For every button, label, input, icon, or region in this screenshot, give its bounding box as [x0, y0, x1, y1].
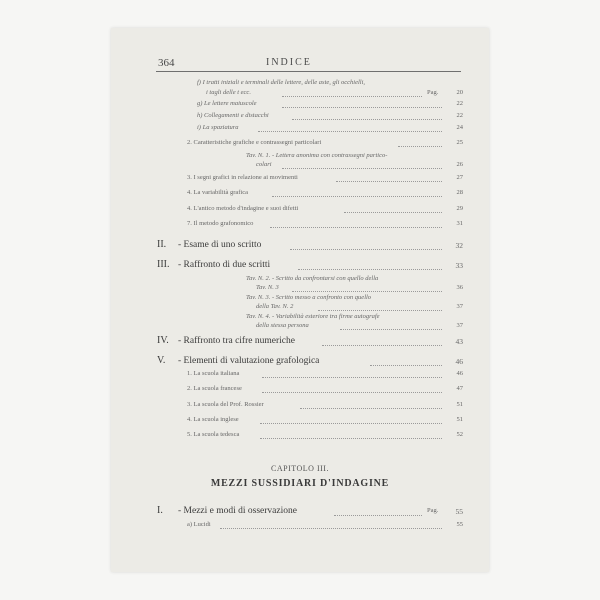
leader-dots	[260, 422, 442, 424]
entry-section-3: 3. I segni grafici in relazione ai movimenti	[187, 174, 298, 181]
roman-II: II.	[157, 239, 167, 250]
entry-school-4: 4. La scuola inglese	[187, 416, 239, 423]
page-number: 43	[455, 337, 463, 346]
entry-school-1: 1. La scuola italiana	[187, 370, 240, 377]
page-number: 37	[456, 303, 463, 310]
leader-dots	[334, 514, 422, 516]
leader-dots	[220, 527, 442, 529]
page-number: 55	[455, 507, 463, 516]
entry-school-3: 3. La scuola del Prof. Rossier	[187, 401, 264, 408]
leader-dots	[258, 130, 442, 132]
roman-V: V.	[157, 355, 166, 366]
leader-dots	[298, 268, 442, 270]
roman-I: I.	[157, 505, 163, 516]
page-number: 46	[456, 370, 463, 377]
entry-f-line2: i tagli delle t ecc.	[206, 89, 251, 96]
entry-section-4: 4. La variabilità grafica	[187, 189, 248, 196]
entry-f-line1: f) I tratti iniziali e terminali delle lettere, delle aste, gli occhielli,	[197, 79, 366, 86]
entry-school-5: 5. La scuola tedesca	[187, 431, 240, 438]
page-number: 25	[456, 139, 463, 146]
page-number: 24	[456, 124, 463, 131]
leader-dots	[282, 95, 422, 97]
page-number: 31	[456, 220, 463, 227]
page-number: 36	[456, 284, 463, 291]
leader-dots	[322, 344, 442, 346]
page-number: 37	[456, 322, 463, 329]
page-prefix: Pag.	[427, 507, 439, 514]
page-number: 22	[456, 100, 463, 107]
plate-2-line1: Tav. N. 2. - Scritto da confrontarsi con quello della	[246, 275, 379, 282]
page-number: 32	[455, 241, 463, 250]
leader-dots	[336, 180, 442, 182]
page-number: 47	[456, 385, 463, 392]
entry-section-2: 2. Caratteristiche grafiche e contrassegni particolari	[187, 139, 322, 146]
page-number: 29	[456, 205, 463, 212]
page-number: 33	[455, 261, 463, 270]
leader-dots	[262, 391, 442, 393]
entry-chapter-I: - Mezzi e modi di osservazione	[178, 506, 297, 516]
leader-dots	[290, 248, 442, 250]
page-number: 20	[456, 89, 463, 96]
page-number: 26	[456, 161, 463, 168]
roman-IV: IV.	[157, 335, 169, 346]
leader-dots	[282, 167, 442, 169]
leader-dots	[272, 195, 442, 197]
page-number: 51	[456, 401, 463, 408]
page-number: 27	[456, 174, 463, 181]
page-number: 55	[456, 521, 463, 528]
entry-i: i) La spaziatura	[197, 124, 239, 131]
leader-dots	[260, 437, 442, 439]
page-number: 52	[456, 431, 463, 438]
entry-h: h) Collegamenti e distacchi	[197, 112, 269, 119]
header-rule	[156, 71, 461, 72]
entry-school-2: 2. La scuola francese	[187, 385, 242, 392]
plate-3-line2: della Tav. N. 2	[256, 303, 294, 310]
entry-IV: - Raffronto tra cifre numeriche	[178, 336, 295, 346]
leader-dots	[292, 118, 442, 120]
leader-dots	[344, 211, 442, 213]
entry-g: g) Le lettere maiuscole	[197, 100, 257, 107]
entry-V: - Elementi di valutazione grafologica	[178, 356, 320, 366]
leader-dots	[292, 290, 442, 292]
page-number: 51	[456, 416, 463, 423]
entry-section-5: 4. L'antico metodo d'indagine e suoi difetti	[187, 205, 299, 212]
page-number: 22	[456, 112, 463, 119]
plate-1-line1: Tav. N. 1. - Lettera anonima con contrassegni partico-	[246, 152, 388, 159]
leader-dots	[398, 145, 442, 147]
page-number: 46	[455, 357, 463, 366]
leader-dots	[282, 106, 442, 108]
leader-dots	[370, 364, 442, 366]
chapter-label: CAPITOLO III.	[271, 464, 329, 473]
plate-1-line2: colari	[256, 161, 272, 168]
chapter-title: MEZZI SUSSIDIARI D'INDAGINE	[210, 478, 390, 489]
entry-III: - Raffronto di due scritti	[178, 260, 271, 270]
leader-dots	[318, 309, 442, 311]
entry-II: - Esame di uno scritto	[178, 240, 262, 250]
page-prefix: Pag.	[427, 89, 439, 96]
leader-dots	[300, 407, 442, 409]
plate-2-line2: Tav. N. 3	[256, 284, 279, 291]
leader-dots	[262, 376, 442, 378]
plate-4-line2: della stessa persona	[256, 322, 309, 329]
header-title: INDICE	[266, 57, 312, 68]
leader-dots	[270, 226, 442, 228]
page-number: 28	[456, 189, 463, 196]
plate-4-line1: Tav. N. 4. - Variabilità esteriore tra firme autografe	[246, 313, 380, 320]
roman-III: III.	[157, 259, 170, 270]
entry-section-7: 7. Il metodo grafonomico	[187, 220, 254, 227]
leader-dots	[340, 328, 442, 330]
plate-3-line1: Tav. N. 3. - Scritto messo a confronto con quello	[246, 294, 372, 301]
entry-chapter-a: a) Lucidi	[187, 521, 211, 528]
header-page-number: 364	[158, 57, 175, 69]
